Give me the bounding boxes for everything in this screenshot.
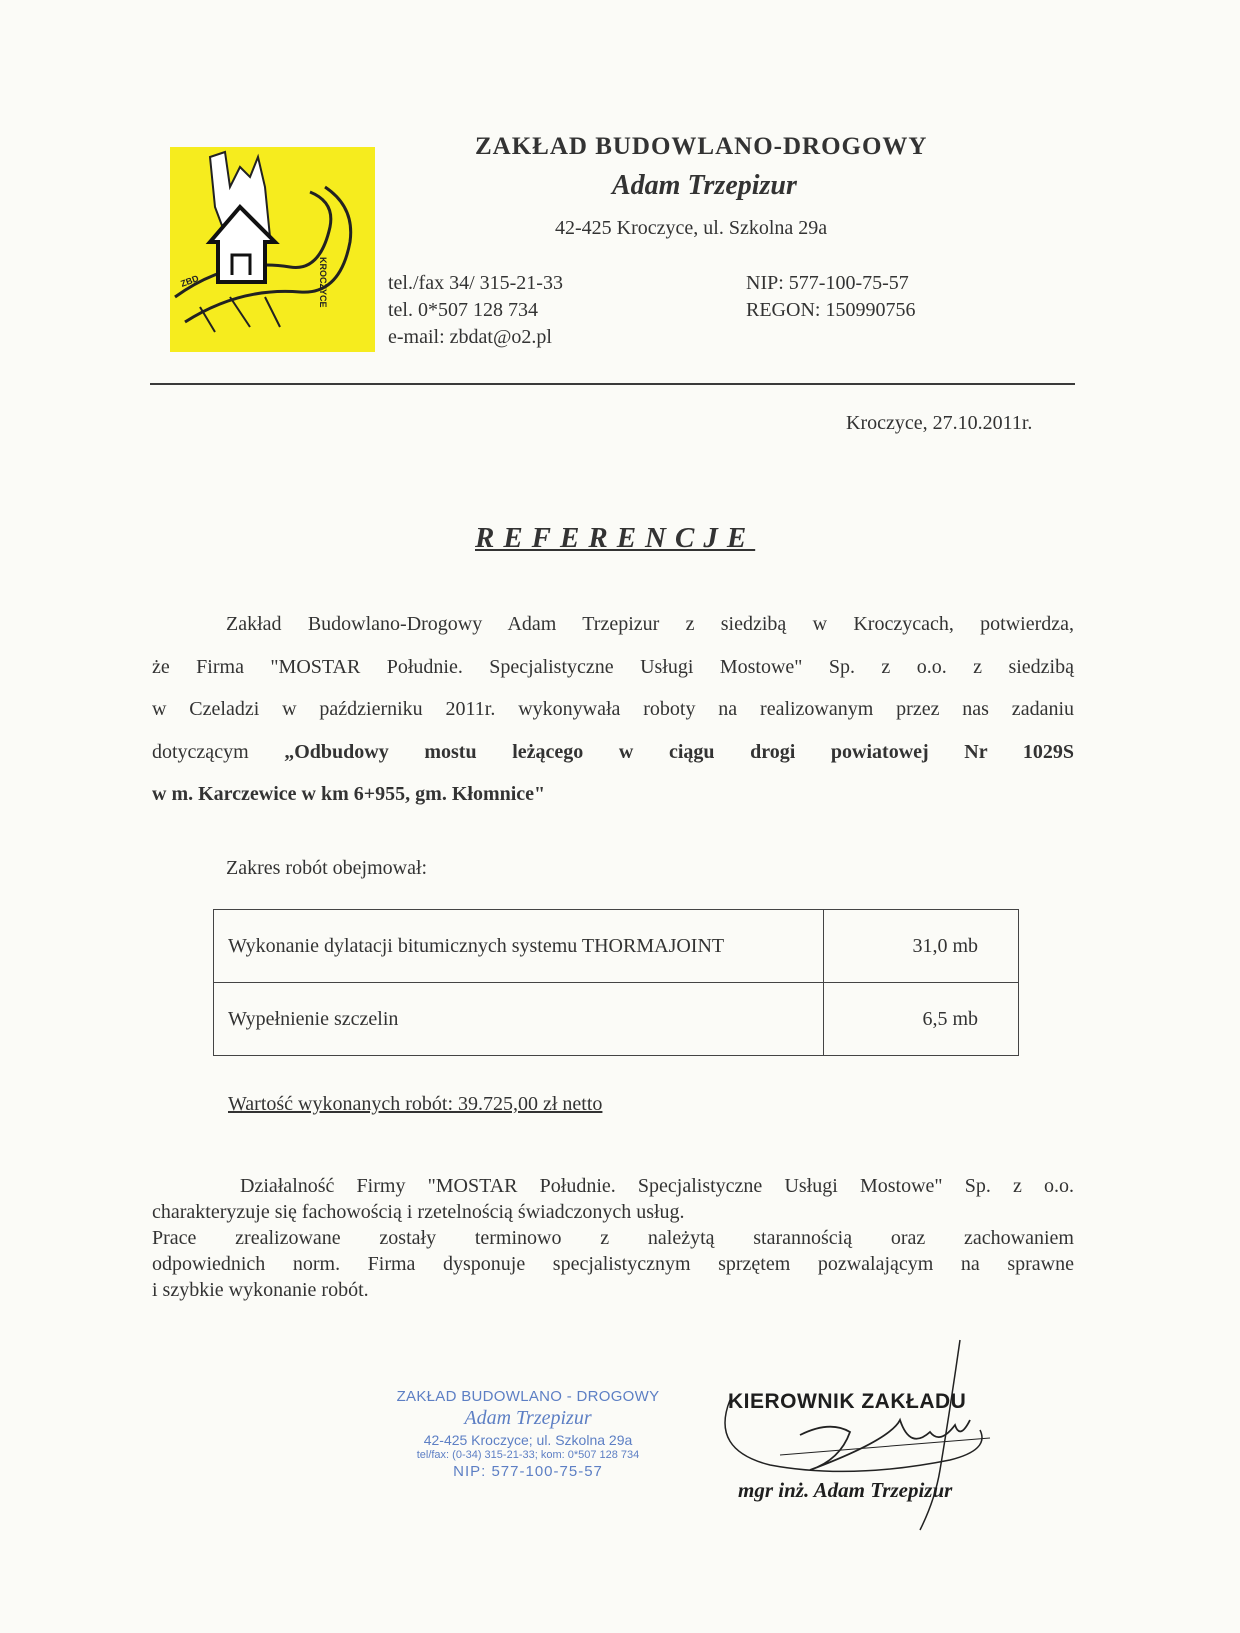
header-divider: [150, 383, 1075, 385]
body-line-3-text: w Czeladzi w październiku 2011r. wykonywała roboty na realizowanym przez nas zadaniu: [152, 698, 1074, 720]
table-row: [214, 983, 1019, 1056]
document-title: REFERENCJE: [475, 522, 756, 554]
closing-line-1-text: Działalność Firmy "MOSTAR Południe. Specjalistyczne Usługi Mostowe" Sp. z o.o.: [240, 1175, 1074, 1197]
manager-title: KIEROWNIK ZAKŁADU: [728, 1390, 967, 1413]
body-line-1-text: Zakład Budowlano-Drogowy Adam Trzepizur z siedzibą w Kroczycach, potwierdza,: [226, 613, 1074, 635]
closing-line-2: charakteryzuje się fachowością i rzetelnością świadczonych usług.: [152, 1201, 685, 1223]
regon: REGON: 150990756: [746, 299, 916, 321]
closing-line-3: [152, 1227, 1074, 1250]
scope-item: Wypełnienie szczelin: [214, 983, 824, 1056]
body-line-2-text: że Firma "MOSTAR Południe. Specjalistyczne Usługi Mostowe" Sp. z o.o. z siedzibą: [152, 656, 1074, 678]
body-line-1: [226, 613, 1074, 636]
table-row: [214, 910, 1019, 983]
closing-line-5: i szybkie wykonanie robót.: [152, 1279, 369, 1301]
contact-details: [388, 270, 563, 351]
stamp-phones: tel/fax: (0-34) 315-21-33; kom: 0*507 128 734: [416, 1449, 640, 1461]
body-line-4-prefix: dotyczącym: [152, 741, 285, 763]
stamp-nip: NIP: 577-100-75-57: [453, 1463, 603, 1480]
road-house-logo-icon: [170, 147, 375, 352]
phone-fax: tel./fax 34/ 315-21-33: [388, 272, 563, 294]
stamp-owner: Adam Trzepizur: [464, 1407, 592, 1429]
manager-stamp: [728, 1390, 1028, 1502]
signature-icon: [690, 1320, 1050, 1540]
works-value: Wartość wykonanych robót: 39.725,00 zł netto: [228, 1093, 603, 1115]
registration-details: [746, 270, 915, 324]
company-stamp: [388, 1388, 668, 1480]
logo-text-kroczyce: KROCZYCE: [318, 257, 328, 308]
scope-quantity: 6,5 mb: [824, 983, 1019, 1056]
nip: NIP: 577-100-75-57: [746, 272, 909, 294]
stamp-address: 42-425 Kroczyce; ul. Szkolna 29a: [423, 1432, 633, 1448]
scope-label: Zakres robót obejmował:: [226, 857, 428, 879]
company-name: ZAKŁAD BUDOWLANO-DROGOWY: [475, 133, 928, 160]
body-line-2: [152, 656, 1074, 679]
owner-name: Adam Trzepizur: [612, 170, 797, 201]
body-line-4-wrapper: [152, 741, 1074, 764]
stamp-company-name: ZAKŁAD BUDOWLANO - DROGOWY: [396, 1388, 660, 1405]
manager-name: mgr inż. Adam Trzepizur: [738, 1478, 953, 1502]
closing-line-3-text: Prace zrealizowane zostały terminowo z należytą starannością oraz zachowaniem: [152, 1227, 1074, 1249]
scope-quantity: 31,0 mb: [824, 910, 1019, 983]
email: e-mail: zbdat@o2.pl: [388, 326, 552, 348]
body-line-3: [152, 698, 1074, 721]
task-name-part-2: w m. Karczewice w km 6+955, gm. Kłomnice": [152, 783, 546, 805]
scope-item: Wykonanie dylatacji bitumicznych systemu THORMAJOINT: [214, 910, 824, 983]
closing-line-1: [240, 1175, 1074, 1198]
company-logo: [170, 147, 375, 352]
scope-table: [213, 909, 1019, 1056]
logo-text-zbd: ZBD: [179, 273, 201, 289]
task-name-part-1: „Odbudowy mostu leżącego w ciągu drogi powiatowej Nr 1029S: [284, 741, 1075, 763]
closing-line-4: [152, 1253, 1074, 1276]
closing-line-4-text: odpowiednich norm. Firma dysponuje specjalistycznym sprzętem pozwalającym na sprawne: [152, 1253, 1074, 1275]
letter-date: Kroczyce, 27.10.2011r.: [846, 412, 1033, 434]
phone: tel. 0*507 128 734: [388, 299, 538, 321]
body-line-4: [152, 741, 1074, 764]
company-address: 42-425 Kroczyce, ul. Szkolna 29a: [555, 217, 828, 239]
